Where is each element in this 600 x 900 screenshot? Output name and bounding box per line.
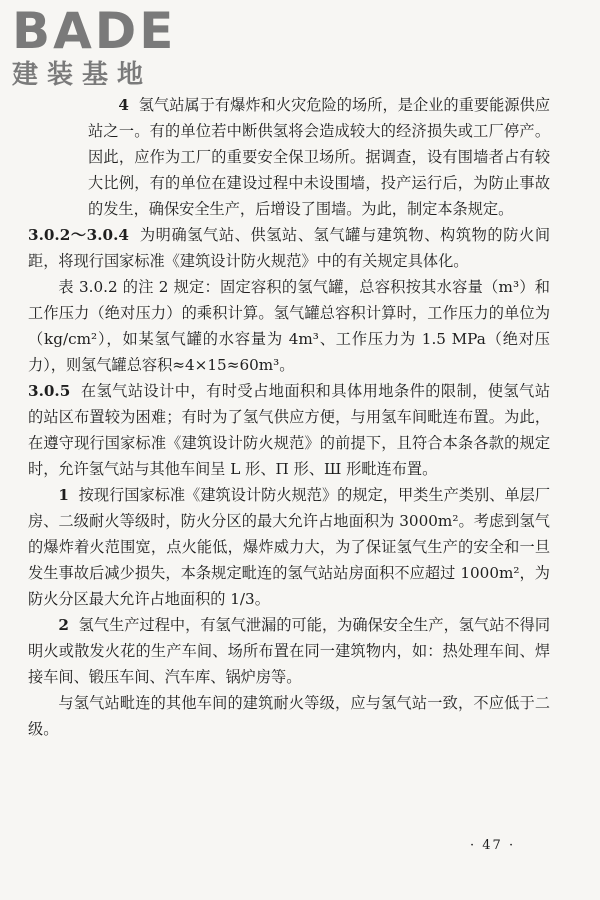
paragraph-text: 表 3.0.2 的注 2 规定：固定容积的氢气罐，总容积按其水容量（m³）和工作压力（绝对压力）的乘积计算。氢气罐总容积计算时，工作压力的单位为（kg/cm²），如某氢气罐的水容量为 4m³、工作压力为 1.5 MPa（绝对压力），则氢气罐总容积≈4×15≈60m³。 xyxy=(28,278,550,374)
paragraph-text: 氢气站属于有爆炸和火灾危险的场所，是企业的重要能源供应站之一。有的单位若中断供氢将会造成较大的经济损失或工厂停产。因此，应作为工厂的重要安全保卫场所。据调查，设有围墙者占有较大比例，有的单位在建设过程中未设围墙，投产运行后，为防止事故的发生，确保安全生产，后增设了围墙。为此，制定本条规定。 xyxy=(88,96,550,218)
paragraph-text: 与氢气站毗连的其他车间的建筑耐火等级，应与氢气站一致，不应低于二级。 xyxy=(28,694,550,738)
clause-number: 4 xyxy=(118,96,129,114)
page-number: · 47 · xyxy=(470,838,516,853)
document-body xyxy=(28,92,551,742)
paragraph-text: 在氢气站设计中，有时受占地面积和具体用地条件的限制，使氢气站的站区布置较为困难；有时为了氢气供应方便，与用氢车间毗连布置。为此，在遵守现行国家标准《建筑设计防火规范》的前提下，且符合本条各款的规定时，允许氢气站与其他车间呈 L 形、Π 形、Ш 形毗连布置。 xyxy=(28,382,551,478)
paragraph-note xyxy=(28,274,550,378)
paragraph-text: 按现行国家标准《建筑设计防火规范》的规定，甲类生产类别、单层厂房、二级耐火等级时，防火分区的最大允许占地面积为 3000m²。考虑到氢气的爆炸着火范围宽，点火能低，爆炸威力大，为了保证氢气生产的安全和一旦发生事故后减少损失，本条规定毗连的氢气站站房面积不应超过 1000m²，为防火分区最大允许占地面积的 1/3。 xyxy=(28,486,551,608)
item-number: 2 xyxy=(58,616,69,634)
paragraph-text: 为明确氢气站、供氢站、氢气罐与建筑物、构筑物的防火间距，将现行国家标准《建筑设计防火规范》中的有关规定具体化。 xyxy=(28,226,551,270)
item-number: 1 xyxy=(58,486,69,504)
paragraph-final xyxy=(28,690,550,742)
logo-wordmark: BADE xyxy=(12,2,177,60)
paragraph-clause-4 xyxy=(88,92,550,222)
paragraph-text: 氢气生产过程中，有氢气泄漏的可能，为确保安全生产，氢气站不得同明火或散发火花的生产车间、场所布置在同一建筑物内，如：热处理车间、焊接车间、锻压车间、汽车库、锅炉房等。 xyxy=(28,616,551,686)
clause-number: 3.0.5 xyxy=(28,382,71,400)
paragraph-item-2 xyxy=(28,612,550,690)
logo xyxy=(12,2,182,94)
paragraph-clause-3-0-2 xyxy=(28,222,550,274)
paragraph-clause-3-0-5 xyxy=(28,378,550,482)
paragraph-item-1 xyxy=(28,482,550,612)
logo-subtitle: 建装基地 xyxy=(12,60,153,90)
clause-number: 3.0.2～3.0.4 xyxy=(28,226,129,244)
